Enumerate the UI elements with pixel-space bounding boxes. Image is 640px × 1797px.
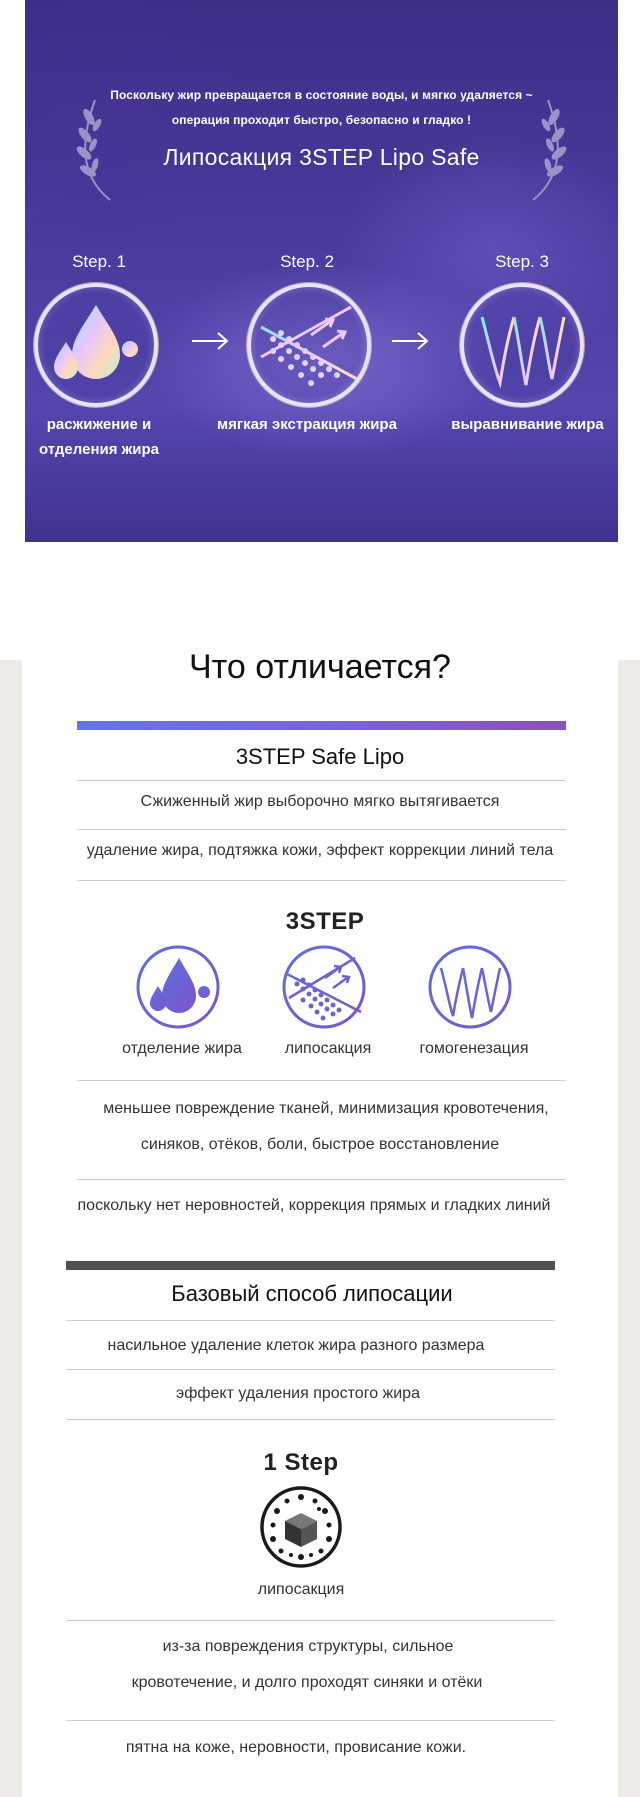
divider (66, 1369, 555, 1370)
step-3-caption: выравнивание жира (451, 416, 604, 433)
basic-lipo-drawback-line-2: кровотечение, и долго проходят синяки и отёки (131, 1674, 483, 1691)
hero-title: Липосакция 3STEP Lipo Safe (163, 144, 480, 170)
arrow-right-icon (190, 330, 230, 352)
safe-lipo-row-1: Сжиженный жир выборочно мягко вытягивается (140, 793, 500, 810)
basic-lipo-row-2: эффект удаления простого жира (176, 1385, 420, 1402)
basic-lipo-result: пятна на коже, неровности, провисание кожи. (125, 1739, 467, 1756)
step-2-label: Step. 2 (280, 252, 334, 271)
basic-lipo-heading: Базовый способ липосации (171, 1281, 453, 1306)
safe-lipo-heading: 3STEP Safe Lipo (235, 744, 405, 769)
divider (77, 829, 566, 830)
step-2-caption: мягкая экстракция жира (217, 416, 397, 433)
safe-lipo-header-bar (77, 721, 566, 730)
divider (66, 1720, 555, 1721)
comparison-panel (0, 660, 640, 1797)
drops-icon (135, 944, 221, 1030)
cube-dots-icon (259, 1485, 343, 1569)
icon-caption-fat-separation: отделение жира (122, 1040, 242, 1057)
hero-subtitle-line-1: Поскольку жир превращается в состояние воды, и мягко удаляется ~ (110, 88, 533, 102)
divider (66, 1419, 555, 1420)
fat-extraction-icon (247, 283, 371, 407)
arrow-right-icon (390, 330, 430, 352)
dots-arrow-icon (281, 944, 367, 1030)
divider (77, 1080, 566, 1081)
hero-subtitle-line-2: операция проходит быстро, безопасно и гладко ! (171, 113, 472, 127)
basic-icon-caption: липосакция (257, 1581, 345, 1598)
safe-lipo-result: поскольку нет неровностей, коррекция прямых и гладких линий (77, 1197, 551, 1214)
safe-lipo-benefit-line-2: синяков, отёков, боли, быстрое восстановление (140, 1136, 500, 1153)
basic-lipo-steps-title: 1 Step (263, 1449, 339, 1476)
comparison-card (22, 660, 618, 1797)
icon-caption-liposuction: липосакция (284, 1040, 372, 1057)
step-1-caption-line-2: отделения жира (38, 441, 160, 458)
divider (66, 1320, 555, 1321)
safe-lipo-steps-title: 3STEP (285, 908, 365, 935)
safe-lipo-row-2: удаление жира, подтяжка кожи, эффект коррекции линий тела (86, 842, 554, 859)
step-1-caption-line-1: расжижение и (46, 416, 152, 433)
step-1-caption (25, 412, 173, 462)
step-3-label: Step. 3 (495, 252, 549, 271)
icon-caption-homogenization: гомогенезация (419, 1040, 529, 1057)
safe-lipo-benefit-line-1: меньшее повреждение тканей, минимизация кровотечения, (103, 1100, 549, 1117)
divider (77, 1179, 566, 1180)
step-1-label: Step. 1 (72, 252, 126, 271)
hero-banner (25, 0, 618, 542)
basic-lipo-drawback-line-1: из-за повреждения структуры, сильное (162, 1638, 454, 1655)
water-drops-icon (34, 283, 158, 407)
fat-leveling-icon (460, 283, 584, 407)
basic-lipo-row-1: насильное удаление клеток жира разного размера (107, 1337, 485, 1354)
basic-lipo-header-bar (66, 1261, 555, 1270)
divider (77, 780, 566, 781)
leveling-icon (427, 944, 513, 1030)
comparison-title: Что отличается? (189, 648, 451, 686)
divider (77, 880, 566, 881)
divider (66, 1620, 555, 1621)
